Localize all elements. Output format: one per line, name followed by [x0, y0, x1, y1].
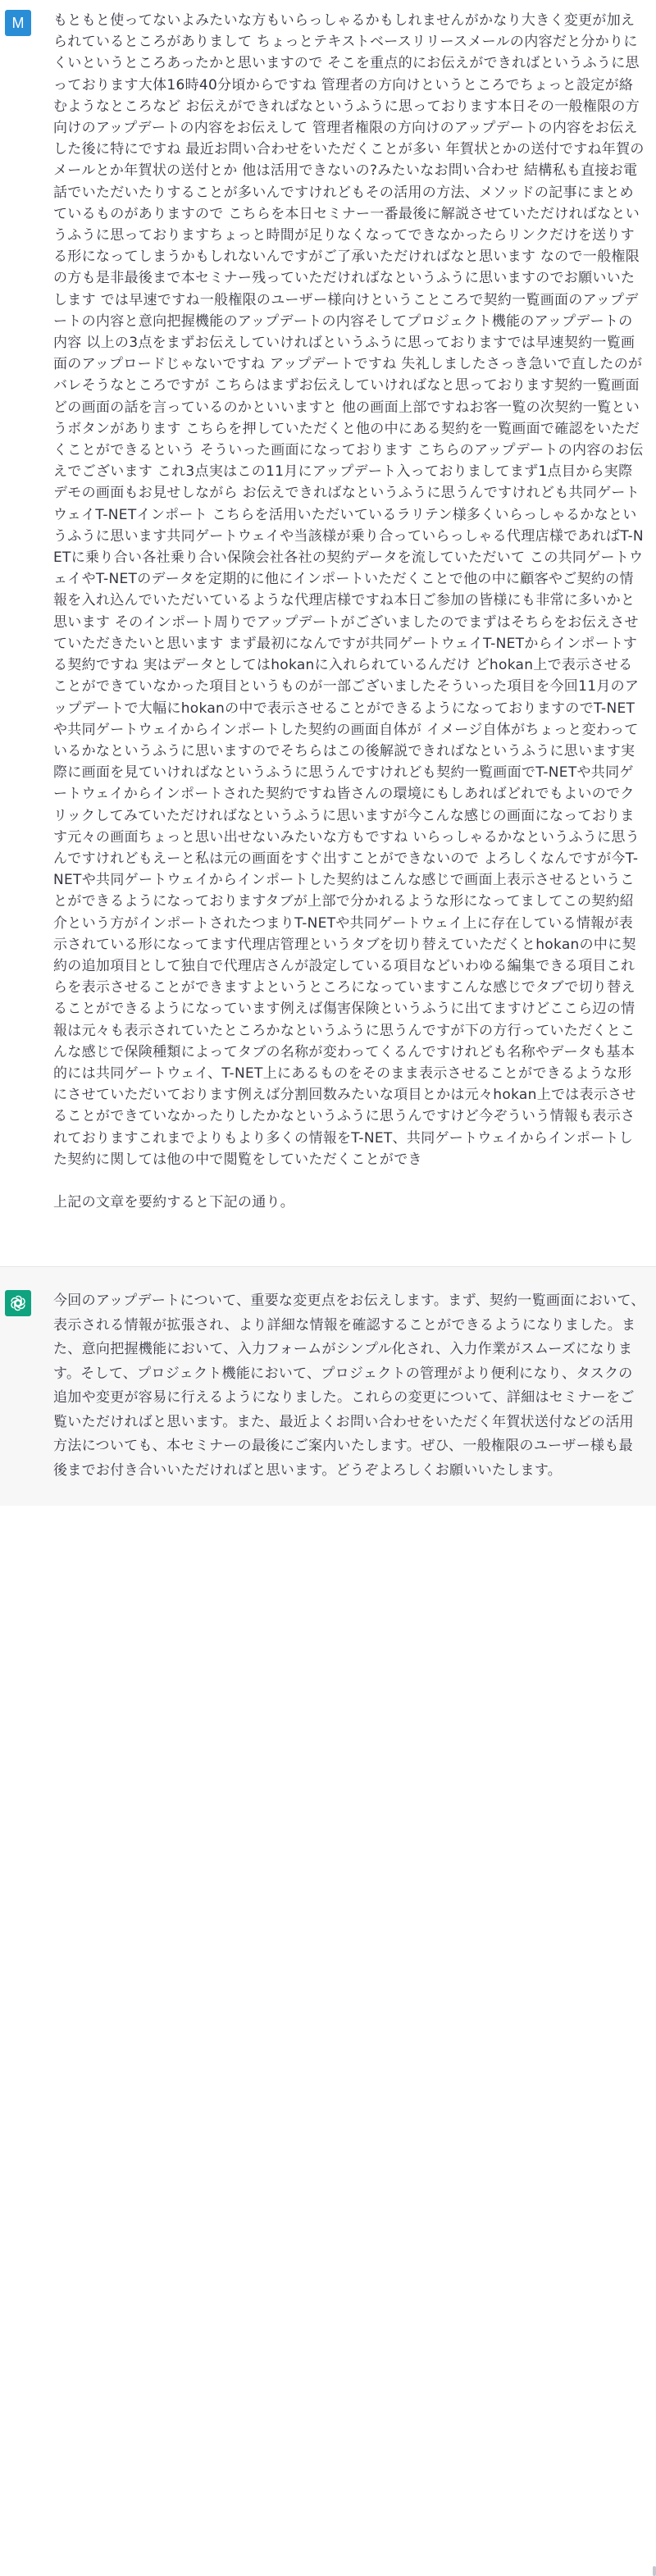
user-avatar: [5, 10, 31, 36]
user-message-turn: [0, 0, 656, 1266]
user-summary-request: 上記の文章を要約すると下記の通り。: [53, 1193, 295, 1210]
scrollbar-thumb[interactable]: [653, 2566, 656, 2576]
user-message-text: もともと使ってないよみたいな方もいらっしゃるかもしれませんがかなり大きく変更が加えられているところがありまして ちょっとテキストベースリリースメールの内容だと分かりにくいというところあったかと思いますので そこを重点的にお伝えができればというふうに思っております大体16時40分頃からですね 管理者の方向けというところでちょっと設定が絡むようなところなど お伝えができればなというふうに思っております本日その一般権限の方向けのアップデートの内容をお伝えして 管理者権限の方向けのアップデートの内容をお伝えした後に特にですね 最近お問い合わせをいただくことが多い 年賀状とかの送付ですね年賀のメールとか年賀状の送付とか 他は活用できないの?みたいなお問い合わせ 結構私も直接お電話でいただいたりすることが多いんですけれどもその活用の方法、メソッドの記事にまとめているものがありますので こちらを本日セミナー一番最後に解説させていただければなというふうに思っておりますちょっと時間が足りなくなってできなかったらリンクだけを送りする形になってしまうかもしれないんですがご了承いただければなと思います なので一般権限の方も是非最後まで本セミナー残っていただければなというふうに思いますのでお願いいたします では早速ですね一般権限のユーザー様向けということころで契約一覧画面のアップデートの内容と意向把握機能のアップデートの内容そしてプロジェクト機能のアップデートの内容 以上の3点をまずお伝えしていければというふうに思っておりますでは早速契約一覧画面のアップロードじゃないですね アップデートですね 失礼しましたさっき急いで直したのがバレそうなところですが こちらはまずお伝えしていければなと思っております契約一覧画面 どの画面の話を言っているのかといいますと 他の画面上部ですねお客一覧の次契約一覧というボタンがあります こちらを押していただくと他の中にある契約を一覧画面で確認をいただくことができるという そういった画面になっております こちらのアップデートの内容のお伝えでございます これ3点実はこの11月にアップデート入っておりましてまず1点目から実際デモの画面もお見せしながら お伝えできればなというふうに思うんですけれども共同ゲートウェイT-NETインポート こちらを活用いただいているラリテン様多くいらっしゃるかなというふうに思います共同ゲートウェイや当該様が乗り合っていらっしゃる代理店様であればT-NETに乗り合い各社乗り合い保険会社各社の契約データを流していただいて この共同ゲートウェイやT-NETのデータを定期的に他にインポートいただくことで他の中に顧客やご契約の情報を入れ込んでいただいているような代理店様ですね本日ご参加の皆様にも非常に多いかと思います そのインポート周りでアップデートがございましたのでまずはそちらをお伝えさせていただきたいと思います まず最初になんですが共同ゲートウェイT-NETからインポートする契約ですね 実はデータとしてはhokanに入れられているんだけ どhokan上で表示させることができていなかった項目というものが一部ございましたそういった項目を今回11月のアップデートで大幅にhokanの中で表示させることができるようになっておりますのでT-NETや共同ゲートウェイからインポートした契約の画面自体が イメージ自体がちょっと変わっているかなというふうに思いますのでそちらはこの後解説できればなというふうに思います実際に画面を見ていければなというふうに思うんですけれども契約一覧画面でT-NETや共同ゲートウェイからインポートされた契約ですね皆さんの環境にもしあればどれでもよいのでクリックしてみていただければなというふうに思いますが今こんな感じの画面になっております元々の画面ちょっと思い出せないみたいな方もですね いらっしゃるかなというふうに思うんですけれどもえーと私は元の画面をすぐ出すことができないので よろしくなんですが今T-NETや共同ゲートウェイからインポートした契約はこんな感じで画面上表示させるということができるようになっておりますタブが上部で分かれるような形になってましてこの契約紹介という方がインポートされたつまりT-NETや共同ゲートウェイ上に存在している情報が表示されている形になってます代理店管理というタブを切り替えていただくとhokanの中に契約の追加項目として独自で代理店さんが設定している項目などいわゆる編集できる項目これらを表示させることができますよというところになっていますこんな感じでタブで切り替えることができるようになっています例えば傷害保険というふうに出てますけどここら辺の情報は元々も表示されていたところかなというふうに思うんですが下の方行っていただくとこんな感じで保険種類によってタブの名称が変わってくるんですけれども名称やデータも基本的には共同ゲートウェイ、T-NET上にあるものをそのまま表示させることができるような形にさせていただいております例えば分割回数みたいな項目とかは元々hokan上では表示させることができていなかったりしたかなというふうに思うんですけど今ぞういう情報も表示されておりますこれまでよりもより多くの情報をT-NET、共同ゲートウェイからインポートした契約に関しては他の中で閲覧をしていただくことができ: [53, 12, 645, 1168]
user-avatar-letter: M: [11, 14, 25, 31]
user-message-body: [53, 10, 645, 1213]
assistant-message-turn: [0, 1266, 656, 1506]
assistant-message-body: 今回のアップデートについて、重要な変更点をお伝えします。まず、契約一覧画面において、表示される情報が拡張され、より詳細な情報を確認することができるようになりました。また、意向把握機能において、入力フォームがシンプル化され、入力作業がスムーズになります。そして、プロジェクト機能において、プロジェクトの管理がより便利になり、タスクの追加や変更が容易に行えるようになりました。これらの変更について、詳細はセミナーをご覧いただければと思います。また、最近よくお問い合わせをいただく年賀状送付などの活用方法についても、本セミナーの最後にご案内いたします。ぜひ、一般権限のユーザー様も最後までお付き合いいただければと思います。どうぞよろしくお願いいたします。: [53, 1293, 645, 1479]
openai-logo-icon: [5, 1290, 31, 1316]
